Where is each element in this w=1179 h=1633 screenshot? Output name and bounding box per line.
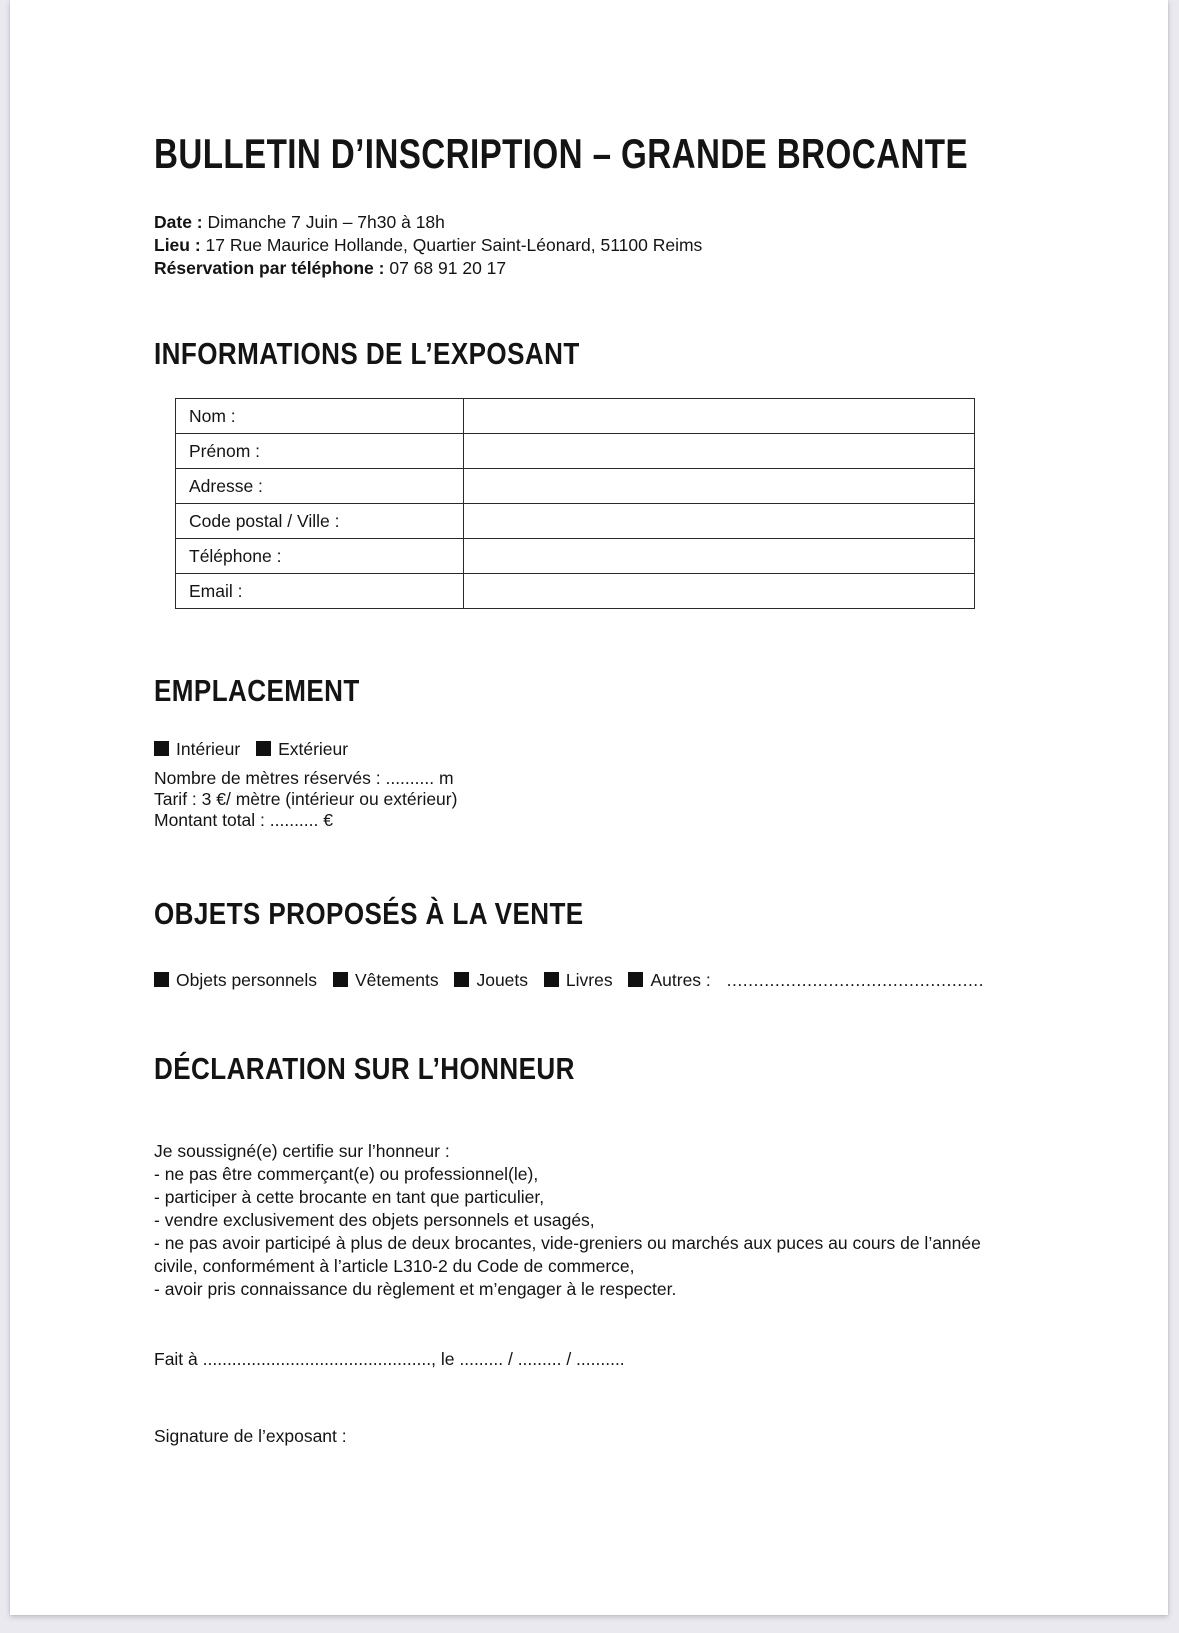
section-heading-objets: OBJETS PROPOSÉS À LA VENTE	[154, 896, 584, 931]
event-meta	[154, 211, 990, 280]
declaration-item: - ne pas être commerçant(e) ou professionnel(le),	[154, 1164, 539, 1184]
table-row	[176, 469, 975, 504]
fait-a-line: Fait à ..............................................., le ......... / ......... / ..........	[154, 1349, 625, 1369]
exposant-info-table	[175, 398, 975, 609]
section-heading-emplacement: EMPLACEMENT	[154, 673, 360, 708]
declaration-item: - ne pas avoir participé à plus de deux brocantes, vide-greniers ou marchés aux puces au cours de l’année civile, conformément à l’article L310-2 du Code de commerce,	[154, 1233, 981, 1276]
table-cell-value	[464, 434, 975, 469]
table-row	[176, 539, 975, 574]
table-cell-label: Email :	[176, 574, 464, 609]
checkbox-icon	[454, 972, 469, 987]
meta-date-label: Date :	[154, 212, 203, 232]
table-cell-label: Téléphone :	[176, 539, 464, 574]
section-heading-declaration: DÉCLARATION SUR L’HONNEUR	[154, 1051, 575, 1086]
meta-reservation	[154, 257, 990, 280]
autres-dotted-line: ................................................	[726, 970, 985, 990]
metres-line: Nombre de mètres réservés : .......... m	[154, 768, 454, 788]
checkbox-icon	[544, 972, 559, 987]
meta-lieu-label: Lieu :	[154, 235, 201, 255]
signature-label: Signature de l’exposant :	[154, 1426, 347, 1446]
montant-line: Montant total : .......... €	[154, 810, 333, 830]
table-cell-label: Code postal / Ville :	[176, 504, 464, 539]
checkbox-option-autres: Autres :	[628, 970, 710, 990]
meta-lieu	[154, 234, 990, 257]
checkbox-icon	[154, 972, 169, 987]
table-cell-label: Nom :	[176, 399, 464, 434]
section-heading-exposant: INFORMATIONS DE L’EXPOSANT	[154, 336, 580, 371]
meta-reservation-label: Réservation par téléphone :	[154, 258, 385, 278]
table-row	[176, 434, 975, 469]
table-row	[176, 574, 975, 609]
declaration-item: - participer à cette brocante en tant que particulier,	[154, 1187, 545, 1207]
meta-reservation-value: 07 68 91 20 17	[389, 258, 507, 278]
checkbox-option-vetements: Vêtements	[333, 970, 439, 990]
table-cell-value	[464, 504, 975, 539]
meta-lieu-value: 17 Rue Maurice Hollande, Quartier Saint-Léonard, 51100 Reims	[205, 235, 703, 255]
checkbox-icon	[333, 972, 348, 987]
document-content	[154, 0, 990, 1448]
checkbox-icon	[256, 741, 271, 756]
document-page	[10, 0, 1168, 1615]
checkbox-icon	[628, 972, 643, 987]
table-row	[176, 504, 975, 539]
table-cell-value	[464, 539, 975, 574]
emplacement-details	[154, 768, 990, 831]
table-row	[176, 399, 975, 434]
checkbox-option-livres: Livres	[544, 970, 613, 990]
declaration-item: - vendre exclusivement des objets personnels et usagés,	[154, 1210, 595, 1230]
table-cell-label: Adresse :	[176, 469, 464, 504]
checkbox-option-jouets: Jouets	[454, 970, 528, 990]
table-cell-value	[464, 469, 975, 504]
table-cell-label: Prénom :	[176, 434, 464, 469]
emplacement-options-row	[154, 737, 990, 761]
table-cell-value	[464, 399, 975, 434]
declaration-body	[154, 1140, 990, 1301]
tarif-line: Tarif : 3 €/ mètre (intérieur ou extérieur)	[154, 789, 458, 809]
checkbox-option-objets-personnels: Objets personnels	[154, 970, 317, 990]
checkbox-option-exterieur: Extérieur	[256, 739, 348, 759]
meta-date-value: Dimanche 7 Juin – 7h30 à 18h	[207, 212, 445, 232]
objets-options-row	[154, 968, 990, 992]
checkbox-icon	[154, 741, 169, 756]
declaration-intro: Je soussigné(e) certifie sur l’honneur :	[154, 1141, 450, 1161]
table-cell-value	[464, 574, 975, 609]
document-title: BULLETIN D’INSCRIPTION – GRANDE BROCANTE	[154, 130, 968, 177]
declaration-item: - avoir pris connaissance du règlement et m’engager à le respecter.	[154, 1279, 677, 1299]
meta-date	[154, 211, 990, 234]
checkbox-option-interieur: Intérieur	[154, 739, 240, 759]
